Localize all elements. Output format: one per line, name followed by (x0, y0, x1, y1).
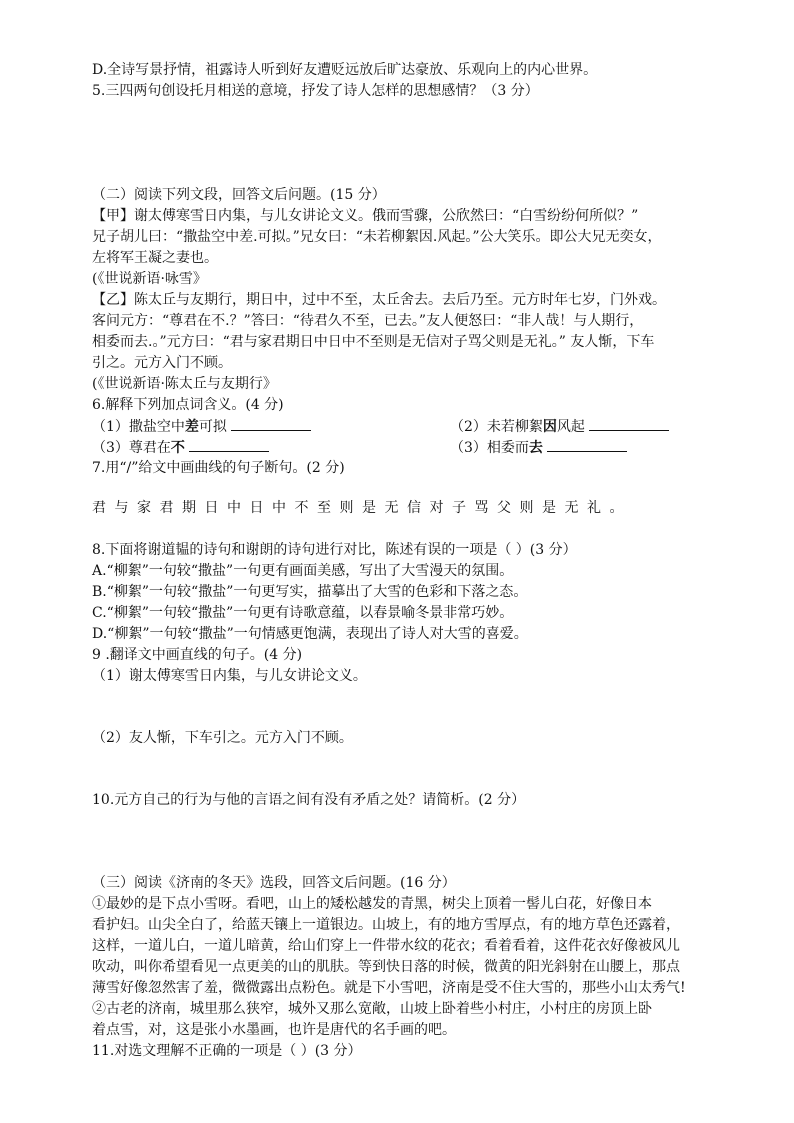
paragraph-1-line: 这样，一道儿白，一道儿暗黄，给山们穿上一件带水纹的花衣；看着看着，这件花衣好像被风儿 (92, 938, 680, 954)
question-8: 8.下面将谢道韫的诗句和谢朗的诗句进行对比，陈述有误的一项是（ ）(3 分） (92, 542, 577, 558)
passage-jia-line: 兄子胡儿曰：“撒盐空中差.可拟。”兄女曰：“未若柳絮因.风起。”公大笑乐。即公大兄无奕女， (92, 229, 662, 245)
paragraph-1-line: 吹动，叫你希望看见一点更美的山的肌肤。等到快日落的时候，微黄的阳光斜射在山腰上，那点 (92, 959, 680, 975)
q9-item-1: （1）谢太傅寒雪日内集，与儿女讲论文义。 (92, 668, 367, 684)
q6-item-4: （3）相委而去 (450, 437, 627, 458)
passage-jia-line: 【甲】谢太傅寒雪日内集，与儿女讲论文义。俄而雪骤，公欣然曰：“白雪纷纷何所似？” (92, 208, 639, 224)
q8-option-c: C.“柳絮”一句较“撒盐”一句更有诗歌意蕴，以春景喻冬景非常巧妙。 (92, 605, 514, 621)
paragraph-1-line: 看护妇。山尖全白了，给蓝天镶上一道银边。山坡上，有的地方雪厚点，有的地方草色还露着， (92, 917, 680, 933)
answer-blank[interactable] (589, 416, 669, 431)
passage-jia-line: 左将军王凝之妻也。 (92, 250, 218, 266)
passage-jia-source: (《世说新语·咏雪》 (92, 271, 207, 287)
dotted-word: 不 (170, 440, 185, 456)
paragraph-1-line: 薄雪好像忽然害了羞，微微露出点粉色。就是下小雪吧，济南是受不住大雪的，那些小山太秀气! (92, 980, 686, 996)
q6-item-3: （3）尊君在不 (92, 437, 269, 458)
passage-yi-line: 客问元方：“尊君在不.？”答曰：“待君久不至，已去。”友人便怒曰：“非人哉！与人期行， (92, 313, 644, 329)
passage-yi-source: (《世说新语·陈太丘与友期行》 (92, 376, 277, 392)
passage-yi-line: 相委而去.。”元方曰：“君与家君期日中日中不至则是无信对子骂父则是无礼。” 友人惭，下车 (92, 334, 655, 350)
q6-item-2: （2）未若柳絮因风起 (450, 416, 669, 437)
section-3-title: （三）阅读《济南的冬天》选段，回答文后问题。(16 分） (92, 875, 456, 891)
q8-option-b: B.“柳絮”一句较“撒盐”一句更写实，描摹出了大雪的色彩和下落之态。 (92, 584, 528, 600)
answer-blank[interactable] (547, 437, 627, 452)
question-10: 10.元方自己的行为与他的言语之间有没有矛盾之处？请简析。(2 分） (92, 792, 526, 808)
paragraph-1-line: ①最妙的是下点小雪呀。看吧，山上的矮松越发的青黑，树尖上顶着一髻儿白花，好像日本 (92, 896, 652, 912)
q7-sentence: 君与家君期日中日中不至则是无信对子骂父则是无礼。 (92, 500, 632, 516)
question-9: 9 .翻译文中画直线的句子。(4 分) (92, 647, 303, 663)
dotted-word: 因 (542, 419, 557, 435)
passage-yi-line: 引之。元方入门不顾。 (92, 355, 232, 371)
question-5: 5.三四两句创设托月相送的意境，抒发了诗人怎样的思想感情？（3 分） (92, 83, 539, 99)
answer-blank[interactable] (231, 416, 311, 431)
dotted-word: 差 (184, 419, 199, 435)
q4-option-d: D.全诗写景抒情，祖露诗人听到好友遭贬远放后旷达豪放、乐观向上的内心世界。 (92, 62, 598, 78)
question-6: 6.解释下列加点词含义。(4 分) (92, 397, 284, 413)
dotted-word: 去 (528, 440, 543, 456)
answer-blank[interactable] (189, 437, 269, 452)
section-2-title: （二）阅读下列文段，回答文后问题。(15 分） (92, 187, 386, 203)
q8-option-a: A.“柳絮”一句较“撒盐”一句更有画面美感，写出了大雪漫天的氛围。 (92, 563, 514, 579)
q8-option-d: D.“柳絮”一句较“撒盐”一句情感更饱满，表现出了诗人对大雪的喜爱。 (92, 626, 528, 642)
passage-yi-line: 【乙】陈太丘与友期行，期日中，过中不至，太丘舍去。去后乃至。元方时年七岁，门外戏。 (92, 292, 666, 308)
paragraph-2-line: ②古老的济南，城里那么狭窄，城外又那么宽敞，山坡上卧着些小村庄，小村庄的房顶上卧 (92, 1001, 652, 1017)
q9-item-2: （2）友人惭，下车引之。元方入门不顾。 (92, 730, 353, 746)
question-11: 11.对选文理解不正确的一项是（ ）(3 分） (92, 1043, 362, 1059)
paragraph-2-line: 着点雪，对，这是张小水墨画，也许是唐代的名手画的吧。 (92, 1022, 456, 1038)
q6-item-1: （1）撒盐空中差可拟 (92, 416, 311, 437)
question-7: 7.用“/”给文中画曲线的句子断句。(2 分) (92, 460, 345, 476)
